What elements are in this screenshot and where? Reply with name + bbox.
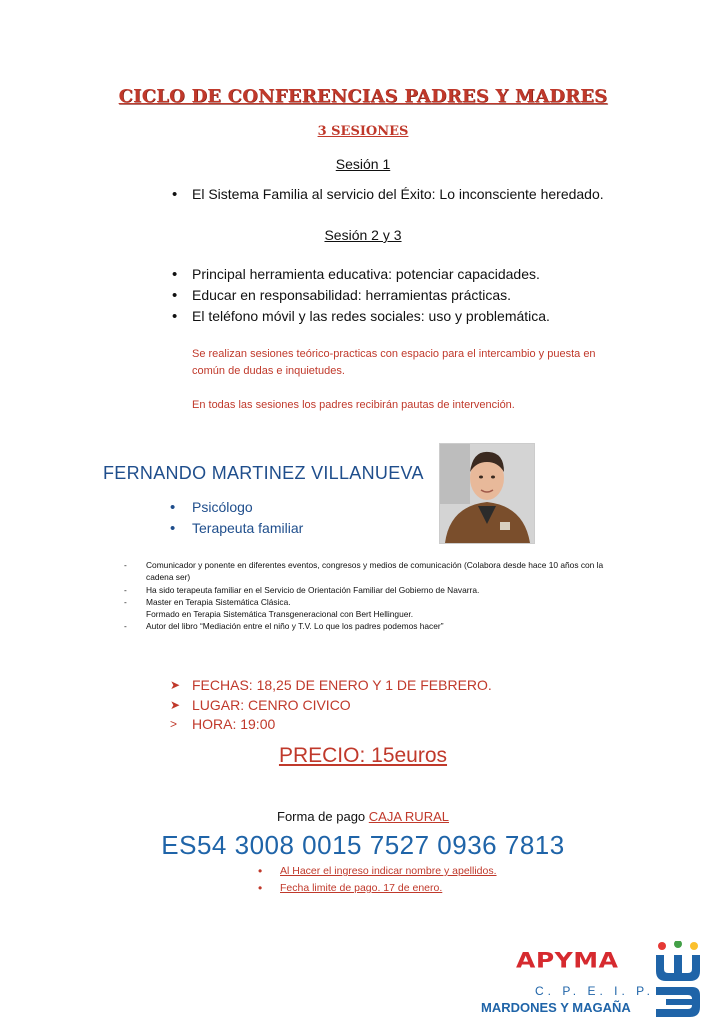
list-item: - Master en Terapia Sistemática Clásica.: [124, 596, 291, 607]
list-item: - Autor del libro “Mediación entre el niño y T.V. Lo que los padres podemos hacer”: [124, 621, 444, 632]
sessions-format-note: Se realizan sesiones teórico-practicas con espacio para el intercambio y puesta en común de dudas e inquietudes.: [192, 348, 596, 377]
cpeip-logo-text: C. P. E. I. P.: [535, 984, 654, 998]
list-item: • Fecha limite de pago. 17 de enero.: [258, 880, 497, 897]
speaker-portrait: [440, 444, 534, 543]
list-item: Formado en Terapia Sistemática Transgeneracional con Bert Hellinguer.: [146, 609, 414, 620]
bank-name: CAJA RURAL: [368, 809, 449, 824]
page-title: CICLO DE CONFERENCIAS PADRES Y MADRES: [118, 86, 608, 107]
list-item: - Ha sido terapeuta familiar en el Servicio de Orientación Familiar del Gobierno de Navarra.: [124, 584, 480, 595]
arrow-icon: ➤: [170, 678, 181, 692]
session-2-3-heading: Sesión 2 y 3: [324, 227, 402, 243]
place-item: ➤ LUGAR: CENRO CIVICO: [170, 696, 492, 716]
speaker-roles: [170, 497, 303, 539]
sessions-guidelines-note: En todas las sesiones los padres recibirán pautas de intervención.: [192, 399, 515, 411]
list-item: - Comunicador y ponente en diferentes eventos, congresos y medios de comunicación (Colabora desde hace 10 años con la cadena ser): [124, 560, 604, 583]
arrow-icon: ➤: [170, 697, 181, 712]
dates-item: ➤ FECHAS: 18,25 DE ENERO Y 1 DE FEBRERO.: [170, 676, 492, 696]
session-1-list: [172, 184, 604, 205]
price: PRECIO: 15euros: [278, 744, 448, 767]
chevron-right-icon: >: [170, 717, 178, 731]
session-1-heading: Sesión 1: [335, 156, 391, 172]
speaker-bio: [124, 559, 624, 633]
list-item: • Terapeuta familiar: [170, 518, 303, 539]
sessions-count: 3 SESIONES: [317, 124, 409, 139]
school-logo-icon: [652, 941, 704, 1019]
list-item: • Psicólogo: [170, 497, 303, 518]
list-item: • El teléfono móvil y las redes sociales: uso y problemática.: [172, 306, 550, 327]
list-item: • Principal herramienta educativa: potenciar capacidades.: [172, 264, 550, 285]
school-logo-text: MARDONES Y MAGAÑA: [481, 1000, 631, 1015]
list-item: • Educar en responsabilidad: herramientas prácticas.: [172, 285, 550, 306]
payment-method: [0, 809, 726, 824]
speaker-photo: [439, 443, 535, 544]
payment-notes: [258, 863, 497, 897]
speaker-name: FERNANDO MARTINEZ VILLANUEVA: [103, 463, 424, 483]
iban-number: ES54 3008 0015 7527 0936 7813: [161, 830, 565, 860]
event-details: [170, 676, 492, 735]
list-item: • Al Hacer el ingreso indicar nombre y apellidos.: [258, 863, 497, 880]
time-item: > HORA: 19:00: [170, 715, 492, 735]
list-item: • El Sistema Familia al servicio del Éxito: Lo inconsciente heredado.: [172, 184, 604, 205]
payment-label: Forma de pago: [277, 809, 366, 824]
apyma-logo-text: APYMA: [516, 948, 619, 973]
session-2-3-list: [172, 264, 550, 327]
